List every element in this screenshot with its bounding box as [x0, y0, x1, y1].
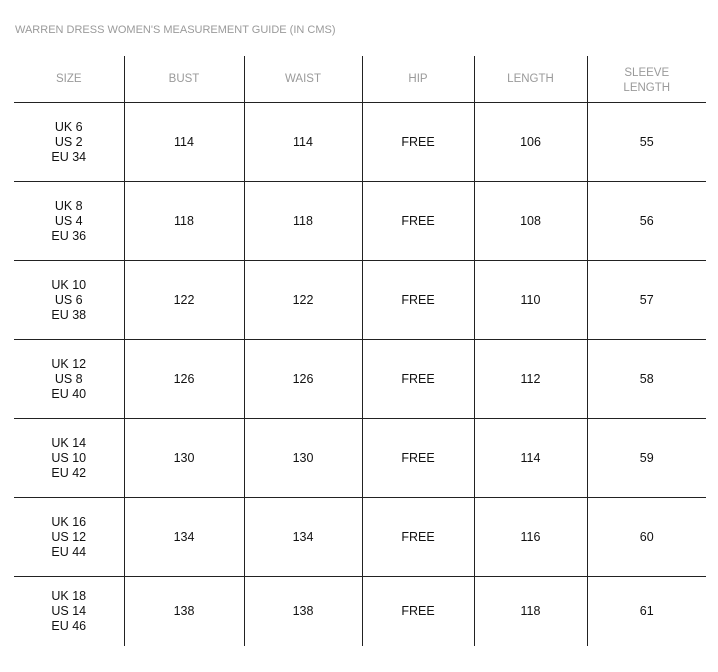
size-cell [14, 577, 124, 647]
size-cell [14, 103, 124, 182]
header-sleeve-length [587, 56, 706, 103]
waist-cell: 126 [244, 340, 362, 419]
size-uk: UK 14 [51, 435, 87, 450]
table-row [14, 498, 706, 577]
length-cell: 118 [474, 577, 587, 647]
bust-cell: 126 [124, 340, 244, 419]
header-row [14, 56, 706, 103]
header-sleeve-line1: SLEEVE [624, 67, 670, 79]
size-uk: UK 6 [54, 119, 83, 134]
sleeve-cell: 60 [587, 498, 706, 577]
bust-cell: 114 [124, 103, 244, 182]
waist-cell: 114 [244, 103, 362, 182]
hip-cell: FREE [362, 340, 474, 419]
waist-cell: 122 [244, 261, 362, 340]
table-row [14, 261, 706, 340]
size-eu: EU 34 [51, 149, 87, 164]
size-eu: EU 38 [51, 307, 87, 322]
bust-cell: 134 [124, 498, 244, 577]
sleeve-cell: 61 [587, 577, 706, 647]
size-eu: EU 40 [51, 386, 87, 401]
size-uk: UK 8 [54, 198, 83, 213]
size-cell [14, 419, 124, 498]
size-uk: UK 10 [51, 277, 87, 292]
size-uk: UK 18 [51, 589, 87, 603]
size-uk: UK 12 [51, 356, 87, 371]
sleeve-cell: 58 [587, 340, 706, 419]
length-cell: 114 [474, 419, 587, 498]
table-row [14, 103, 706, 182]
table-row [14, 419, 706, 498]
size-us: US 8 [54, 371, 83, 386]
waist-cell: 130 [244, 419, 362, 498]
size-us: US 14 [51, 604, 87, 618]
bust-cell: 138 [124, 577, 244, 647]
hip-cell: FREE [362, 182, 474, 261]
size-cell [14, 182, 124, 261]
hip-cell: FREE [362, 498, 474, 577]
bust-cell: 118 [124, 182, 244, 261]
header-waist: WAIST [244, 56, 362, 103]
hip-cell: FREE [362, 261, 474, 340]
size-eu: EU 36 [51, 228, 87, 243]
sleeve-cell: 57 [587, 261, 706, 340]
hip-cell: FREE [362, 103, 474, 182]
measurement-table [14, 56, 706, 646]
size-cell [14, 498, 124, 577]
header-hip: HIP [362, 56, 474, 103]
waist-cell: 134 [244, 498, 362, 577]
table-row [14, 340, 706, 419]
waist-cell: 118 [244, 182, 362, 261]
sleeve-cell: 56 [587, 182, 706, 261]
bust-cell: 122 [124, 261, 244, 340]
hip-cell: FREE [362, 419, 474, 498]
hip-cell: FREE [362, 577, 474, 647]
sleeve-cell: 55 [587, 103, 706, 182]
size-us: US 4 [54, 213, 83, 228]
length-cell: 106 [474, 103, 587, 182]
size-eu: EU 42 [51, 465, 87, 480]
size-us: US 2 [54, 134, 83, 149]
size-us: US 6 [54, 292, 83, 307]
header-bust: BUST [124, 56, 244, 103]
table-row [14, 182, 706, 261]
size-us: US 10 [51, 450, 87, 465]
size-cell [14, 340, 124, 419]
size-cell [14, 261, 124, 340]
waist-cell: 138 [244, 577, 362, 647]
page-title: WARREN DRESS WOMEN'S MEASUREMENT GUIDE (IN CMS) [15, 24, 336, 36]
length-cell: 112 [474, 340, 587, 419]
table-row [14, 577, 706, 647]
bust-cell: 130 [124, 419, 244, 498]
header-length: LENGTH [474, 56, 587, 103]
length-cell: 110 [474, 261, 587, 340]
size-eu: EU 46 [51, 619, 87, 633]
size-uk: UK 16 [51, 514, 87, 529]
size-us: US 12 [51, 529, 87, 544]
header-sleeve-line2: LENGTH [623, 82, 671, 94]
length-cell: 108 [474, 182, 587, 261]
size-eu: EU 44 [51, 544, 87, 559]
sleeve-cell: 59 [587, 419, 706, 498]
header-size: SIZE [14, 56, 124, 103]
length-cell: 116 [474, 498, 587, 577]
